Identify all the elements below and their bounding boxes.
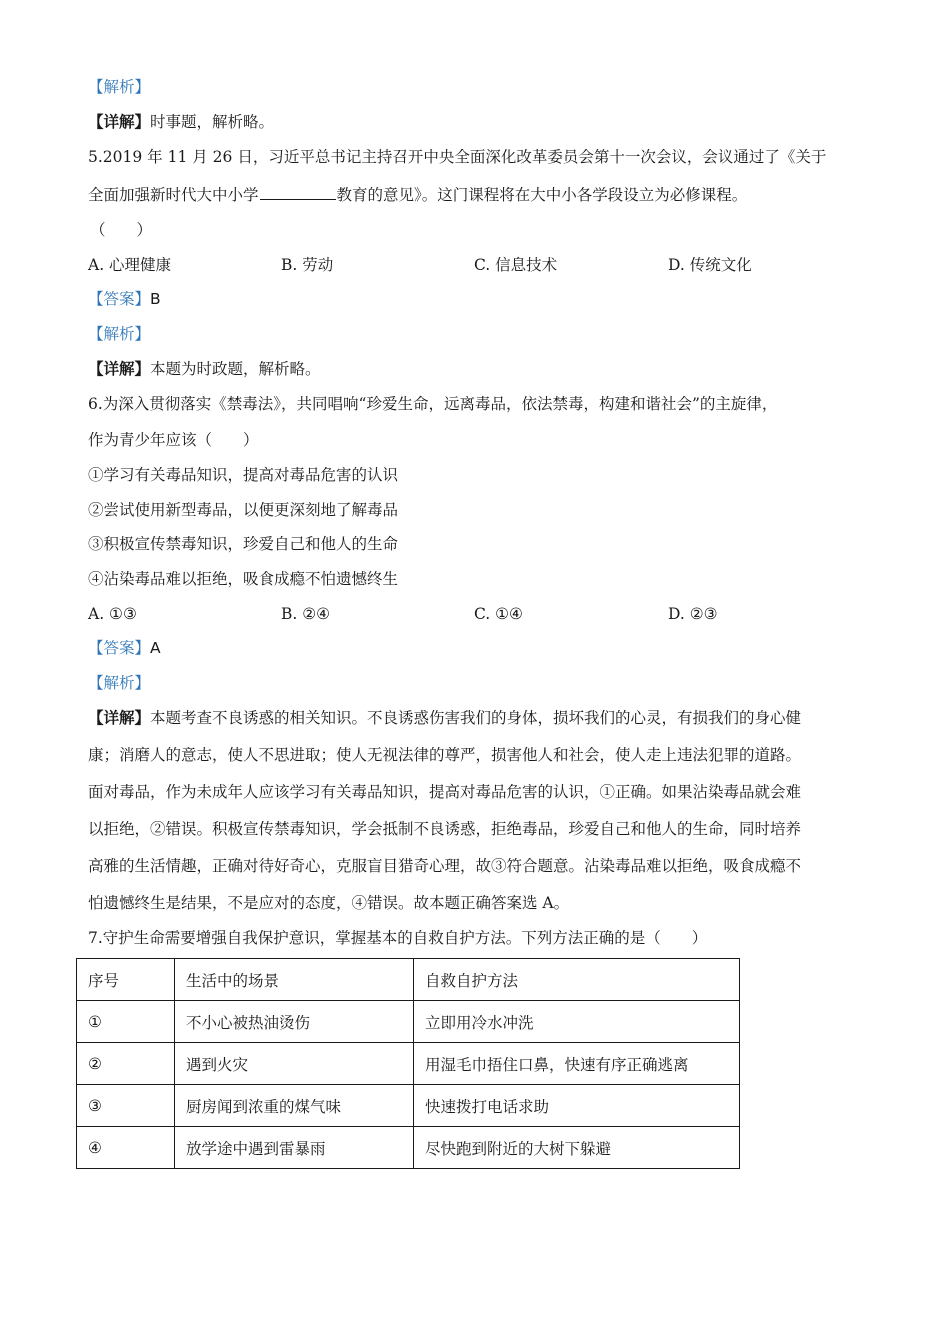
q6-option-c: C. ①④: [474, 605, 523, 623]
q6-answer-value: A: [150, 639, 161, 657]
table-cell: 遇到火灾: [175, 1043, 414, 1085]
q6-detail-line-2: 康；消磨人的意志，使人不思进取；使人无视法律的尊严，损害他人和社会，使人走上违法犯罪的道路。: [88, 746, 802, 764]
table-header-cell: 生活中的场景: [175, 959, 414, 1001]
table-row: [77, 1127, 740, 1169]
q5-stem-line2-a: 全面加强新时代大中小学: [88, 186, 259, 204]
q6-detail-text-1: 本题考查不良诱惑的相关知识。不良诱惑伤害我们的身体，损坏我们的心灵，有损我们的身心健: [150, 709, 802, 727]
q5-stem-line2: [88, 185, 747, 205]
table-cell: 不小心被热油烫伤: [175, 1001, 414, 1043]
table-row: [77, 1001, 740, 1043]
table-header-row: [77, 959, 740, 1001]
q5-detail-label: 【详解】: [88, 359, 151, 378]
q4-detail-text: 时事题，解析略。: [150, 113, 275, 131]
q7-stem: 7.守护生命需要增强自我保护意识，掌握基本的自救自护方法。下列方法正确的是（ ）: [88, 929, 708, 947]
q6-detail-label: 【详解】: [88, 708, 151, 727]
q6-item-3: ③积极宣传禁毒知识，珍爱自己和他人的生命: [88, 535, 399, 553]
q6-analysis-label: 【解析】: [88, 674, 151, 692]
q5-option-c: C. 信息技术: [474, 256, 558, 274]
q6-detail-line-4: 以拒绝，②错误。积极宣传禁毒知识，学会抵制不良诱惑，拒绝毒品，珍爱自己和他人的生命，同时培养: [88, 820, 802, 838]
q5-stem-line1: 5.2019 年 11 月 26 日，习近平总书记主持召开中央全面深化改革委员会第十一次会议，会议通过了《关于: [88, 148, 827, 166]
q6-detail-line-5: 高雅的生活情趣，正确对待好奇心，克服盲目猎奇心理，故③符合题意。沾染毒品难以拒绝，吸食成瘾不: [88, 857, 802, 875]
table-cell: ④: [77, 1127, 175, 1169]
table-cell: 尽快跑到附近的大树下躲避: [414, 1127, 740, 1169]
q5-blank: [260, 185, 336, 200]
q5-detail-text: 本题为时政题，解析略。: [150, 360, 321, 378]
q5-paren: （ ）: [90, 221, 153, 239]
table-cell: ①: [77, 1001, 175, 1043]
q6-detail-line-6: 怕遗憾终生是结果，不是应对的态度，④错误。故本题正确答案选 A。: [88, 894, 570, 912]
table-row: [77, 1043, 740, 1085]
table-cell: ③: [77, 1085, 175, 1127]
q5-stem-line2-b: 教育的意见》。这门课程将在大中小各学段设立为必修课程。: [336, 186, 748, 204]
q5-answer: [88, 289, 161, 309]
q4-analysis-label: 【解析】: [88, 78, 151, 96]
table-header-cell: 序号: [77, 959, 175, 1001]
table-cell: 立即用冷水冲洗: [414, 1001, 740, 1043]
q5-answer-value: B: [150, 290, 161, 308]
q6-stem-line1: 6.为深入贯彻落实《禁毒法》，共同唱响“珍爱生命，远离毒品，依法禁毒，构建和谐社会”的主旋律，: [88, 395, 778, 413]
q6-item-1: ①学习有关毒品知识，提高对毒品危害的认识: [88, 466, 399, 484]
q5-detail: [88, 359, 321, 379]
table-cell: 快速拨打电话求助: [414, 1085, 740, 1127]
q4-detail: [88, 112, 274, 132]
q6-detail-line-3: 面对毒品，作为未成年人应该学习有关毒品知识，提高对毒品危害的认识，①正确。如果沾染毒品就会难: [88, 783, 802, 801]
q6-answer: [88, 638, 161, 658]
table-cell: ②: [77, 1043, 175, 1085]
q5-answer-label: 【答案】: [88, 290, 151, 308]
table-cell: 厨房闻到浓重的煤气味: [175, 1085, 414, 1127]
q6-detail-line-1: [88, 708, 801, 728]
q4-detail-label: 【详解】: [88, 112, 151, 131]
q5-analysis-label: 【解析】: [88, 325, 151, 343]
q6-option-d: D. ②③: [668, 605, 718, 623]
table-cell: 放学途中遇到雷暴雨: [175, 1127, 414, 1169]
q6-item-2: ②尝试使用新型毒品，以便更深刻地了解毒品: [88, 501, 399, 519]
q6-stem-line2: 作为青少年应该（ ）: [88, 431, 259, 449]
q5-option-d: D. 传统文化: [668, 256, 752, 274]
q6-item-4: ④沾染毒品难以拒绝，吸食成瘾不怕遗憾终生: [88, 570, 399, 588]
table-header-cell: 自救自护方法: [414, 959, 740, 1001]
q6-answer-label: 【答案】: [88, 639, 151, 657]
q6-option-a: A. ①③: [88, 605, 137, 623]
q6-option-b: B. ②④: [281, 605, 331, 623]
q7-table: [76, 958, 740, 1169]
table-cell: 用湿毛巾捂住口鼻，快速有序正确逃离: [414, 1043, 740, 1085]
table-row: [77, 1085, 740, 1127]
q5-option-a: A. 心理健康: [88, 256, 172, 274]
q5-option-b: B. 劳动: [281, 256, 334, 274]
